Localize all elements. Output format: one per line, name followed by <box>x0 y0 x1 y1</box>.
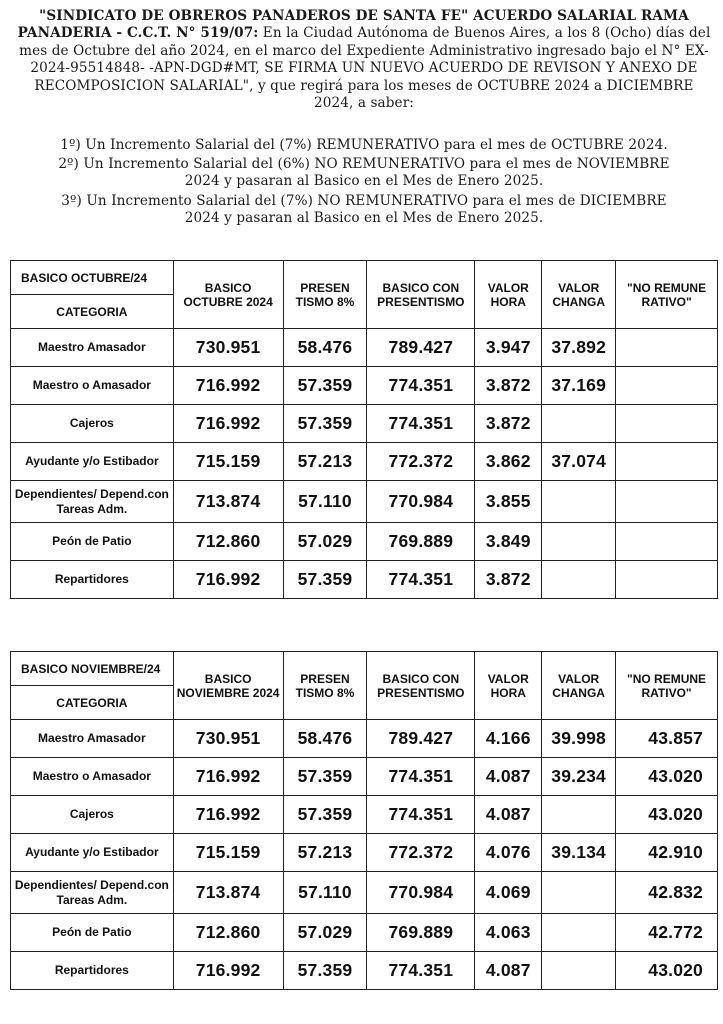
cell-basico-con-presentismo: 774.351 <box>367 952 475 990</box>
cell-valor-hora: 4.087 <box>475 952 542 990</box>
category-name: Ayudante y/o Estibador <box>11 443 174 481</box>
category-name: Repartidores <box>11 952 174 990</box>
cell-valor-hora: 4.076 <box>475 834 542 872</box>
table-row <box>11 367 718 405</box>
cell-basico: 716.992 <box>173 367 283 405</box>
cell-valor-hora: 3.872 <box>475 367 542 405</box>
col-header-valor-changa: VALOR CHANGA <box>542 261 616 329</box>
cell-valor-hora: 3.862 <box>475 443 542 481</box>
col-header-no-remunerativo: "NO REMUNE RATIVO" <box>616 652 718 720</box>
category-name: Peón de Patio <box>11 914 174 952</box>
table-row <box>11 329 718 367</box>
increase-item-2: 2º) Un Incremento Salarial del (6%) NO REMUNERATIVO para el mes de NOVIEMBRE 2024 y pasaran al Basico en el Mes de Enero 2025. <box>58 156 670 190</box>
period-label: BASICO OCTUBRE/24 <box>11 261 174 295</box>
cell-no-remunerativo <box>616 481 718 523</box>
cell-no-remunerativo <box>616 523 718 561</box>
cell-presentismo: 57.110 <box>283 481 367 523</box>
cell-presentismo: 57.359 <box>283 561 367 599</box>
cell-no-remunerativo <box>616 329 718 367</box>
intro-paragraph <box>14 8 714 112</box>
cell-presentismo: 57.359 <box>283 758 367 796</box>
cell-no-remunerativo: 42.910 <box>616 834 718 872</box>
col-header-valor-hora: VALOR HORA <box>475 261 542 329</box>
category-name: Repartidores <box>11 561 174 599</box>
cell-no-remunerativo: 42.832 <box>616 872 718 914</box>
cell-valor-changa: 39.134 <box>542 834 616 872</box>
category-name: Cajeros <box>11 796 174 834</box>
category-header: CATEGORIA <box>11 295 174 329</box>
intro-body: En la Ciudad Autónoma de Buenos Aires, a los 8 (Ocho) días del mes de Octubre del año 2024, en el marco del Expediente Administrativo ingresado bajo el N° EX-2024-95514848- -APN-DGD#MT, SE FIRMA UN NUEVO ACUERDO DE REVISON Y ANEXO DE RECOMPOSICION SALARIAL", y que regirá para los meses de OCTUBRE 2024 a DICIEMBRE 2024, a saber: <box>19 25 711 112</box>
cell-basico-con-presentismo: 769.889 <box>367 914 475 952</box>
cell-basico-con-presentismo: 772.372 <box>367 834 475 872</box>
col-header-basico-con-presentismo: BASICO CON PRESENTISMO <box>367 261 475 329</box>
cell-valor-hora: 4.166 <box>475 720 542 758</box>
cell-basico: 716.992 <box>173 758 283 796</box>
cell-valor-changa <box>542 561 616 599</box>
cell-basico: 730.951 <box>173 720 283 758</box>
cell-basico: 730.951 <box>173 329 283 367</box>
cell-basico: 716.992 <box>173 796 283 834</box>
cell-presentismo: 58.476 <box>283 720 367 758</box>
table-row <box>11 758 718 796</box>
cell-basico-con-presentismo: 789.427 <box>367 720 475 758</box>
cell-presentismo: 58.476 <box>283 329 367 367</box>
table-row <box>11 872 718 914</box>
cell-valor-changa <box>542 872 616 914</box>
table-row <box>11 523 718 561</box>
col-header-valor-changa: VALOR CHANGA <box>542 652 616 720</box>
cell-no-remunerativo: 42.772 <box>616 914 718 952</box>
category-name: Maestro o Amasador <box>11 367 174 405</box>
cell-basico: 713.874 <box>173 872 283 914</box>
cell-valor-hora: 3.872 <box>475 561 542 599</box>
cell-valor-changa: 39.234 <box>542 758 616 796</box>
col-header-no-remunerativo: "NO REMUNE RATIVO" <box>616 261 718 329</box>
category-name: Cajeros <box>11 405 174 443</box>
cell-basico-con-presentismo: 770.984 <box>367 872 475 914</box>
cell-basico-con-presentismo: 774.351 <box>367 405 475 443</box>
cell-basico: 715.159 <box>173 834 283 872</box>
cell-presentismo: 57.029 <box>283 914 367 952</box>
cell-basico: 712.860 <box>173 914 283 952</box>
cell-valor-changa: 39.998 <box>542 720 616 758</box>
cell-valor-changa <box>542 914 616 952</box>
table-row <box>11 561 718 599</box>
col-header-basico: BASICO OCTUBRE 2024 <box>173 261 283 329</box>
cell-valor-hora: 3.855 <box>475 481 542 523</box>
cell-presentismo: 57.359 <box>283 796 367 834</box>
category-name: Ayudante y/o Estibador <box>11 834 174 872</box>
cell-presentismo: 57.359 <box>283 405 367 443</box>
cell-valor-changa <box>542 481 616 523</box>
category-name: Dependientes/ Depend.con Tareas Adm. <box>11 872 174 914</box>
cell-valor-changa <box>542 796 616 834</box>
cell-no-remunerativo <box>616 405 718 443</box>
cell-basico-con-presentismo: 770.984 <box>367 481 475 523</box>
cell-no-remunerativo <box>616 367 718 405</box>
cell-basico: 716.992 <box>173 952 283 990</box>
cell-presentismo: 57.359 <box>283 952 367 990</box>
cell-basico-con-presentismo: 774.351 <box>367 561 475 599</box>
cell-valor-changa: 37.169 <box>542 367 616 405</box>
cell-basico: 712.860 <box>173 523 283 561</box>
cell-valor-changa: 37.074 <box>542 443 616 481</box>
cell-basico-con-presentismo: 774.351 <box>367 758 475 796</box>
period-label: BASICO NOVIEMBRE/24 <box>11 652 174 686</box>
cell-no-remunerativo: 43.020 <box>616 952 718 990</box>
cell-no-remunerativo <box>616 443 718 481</box>
cell-valor-changa <box>542 405 616 443</box>
cell-valor-hora: 4.087 <box>475 796 542 834</box>
cell-basico: 713.874 <box>173 481 283 523</box>
table-row <box>11 796 718 834</box>
increase-item-3: 3º) Un Incremento Salarial del (7%) NO REMUNERATIVO para el mes de DICIEMBRE 2024 y pasaran al Basico en el Mes de Enero 2025. <box>61 193 667 227</box>
table-row <box>11 443 718 481</box>
cell-valor-hora: 3.849 <box>475 523 542 561</box>
increase-item-1: 1º) Un Incremento Salarial del (7%) REMUNERATIVO para el mes de OCTUBRE 2024. <box>60 137 668 153</box>
cell-no-remunerativo <box>616 561 718 599</box>
cell-basico: 716.992 <box>173 561 283 599</box>
cell-valor-hora: 4.087 <box>475 758 542 796</box>
col-header-basico: BASICO NOVIEMBRE 2024 <box>173 652 283 720</box>
table-row <box>11 914 718 952</box>
category-name: Maestro Amasador <box>11 720 174 758</box>
cell-presentismo: 57.029 <box>283 523 367 561</box>
category-header: CATEGORIA <box>11 686 174 720</box>
col-header-presentismo: PRESEN TISMO 8% <box>283 261 367 329</box>
intro-heading: "SINDICATO DE OBREROS PANADEROS DE SANTA FE" ACUERDO SALARIAL RAMA PANADERIA - C.C.T. N° 519/07: <box>17 8 689 42</box>
cell-valor-changa <box>542 952 616 990</box>
table-row <box>11 481 718 523</box>
cell-basico-con-presentismo: 772.372 <box>367 443 475 481</box>
cell-presentismo: 57.110 <box>283 872 367 914</box>
table-row <box>11 405 718 443</box>
cell-presentismo: 57.213 <box>283 834 367 872</box>
col-header-valor-hora: VALOR HORA <box>475 652 542 720</box>
cell-basico: 715.159 <box>173 443 283 481</box>
cell-no-remunerativo: 43.020 <box>616 796 718 834</box>
cell-no-remunerativo: 43.020 <box>616 758 718 796</box>
table-row <box>11 720 718 758</box>
cell-presentismo: 57.359 <box>283 367 367 405</box>
col-header-presentismo: PRESEN TISMO 8% <box>283 652 367 720</box>
category-name: Maestro Amasador <box>11 329 174 367</box>
cell-valor-hora: 4.069 <box>475 872 542 914</box>
cell-valor-hora: 3.947 <box>475 329 542 367</box>
cell-valor-changa <box>542 523 616 561</box>
cell-valor-hora: 3.872 <box>475 405 542 443</box>
salary-table-november <box>10 651 718 990</box>
category-name: Maestro o Amasador <box>11 758 174 796</box>
category-name: Dependientes/ Depend.con Tareas Adm. <box>11 481 174 523</box>
table-row <box>11 952 718 990</box>
cell-valor-changa: 37.892 <box>542 329 616 367</box>
cell-no-remunerativo: 43.857 <box>616 720 718 758</box>
category-name: Peón de Patio <box>11 523 174 561</box>
cell-basico-con-presentismo: 774.351 <box>367 367 475 405</box>
table-row <box>11 834 718 872</box>
salary-table-october <box>10 260 718 599</box>
cell-basico-con-presentismo: 789.427 <box>367 329 475 367</box>
col-header-basico-con-presentismo: BASICO CON PRESENTISMO <box>367 652 475 720</box>
cell-basico-con-presentismo: 774.351 <box>367 796 475 834</box>
cell-basico: 716.992 <box>173 405 283 443</box>
cell-basico-con-presentismo: 769.889 <box>367 523 475 561</box>
cell-presentismo: 57.213 <box>283 443 367 481</box>
cell-valor-hora: 4.063 <box>475 914 542 952</box>
